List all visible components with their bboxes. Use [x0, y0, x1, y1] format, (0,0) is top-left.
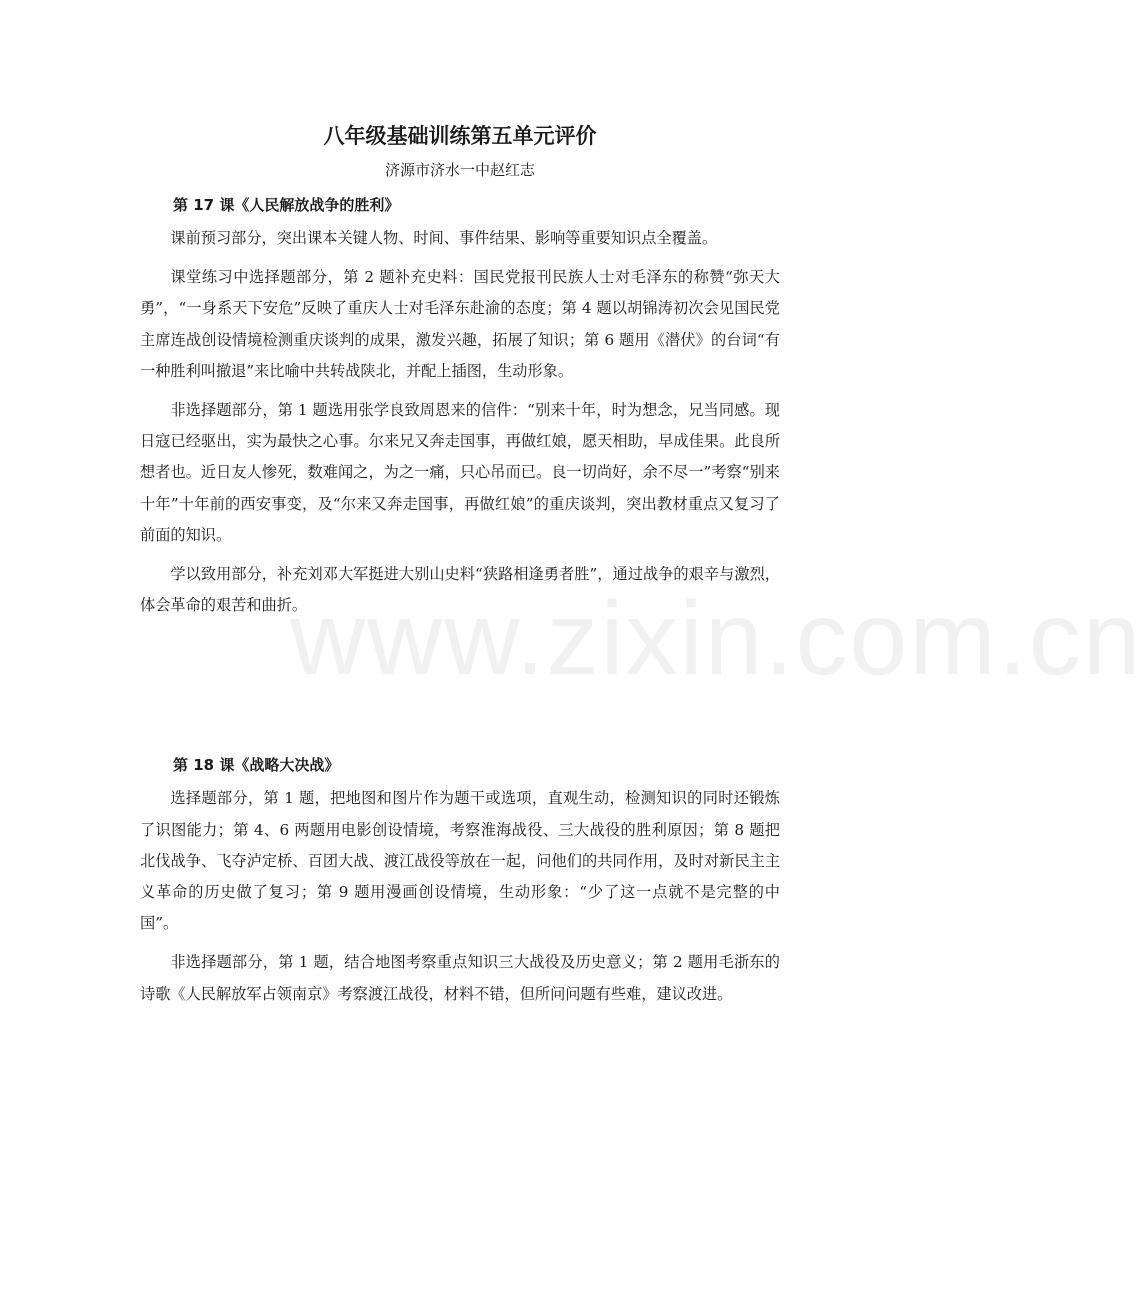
document-body [140, 118, 780, 1018]
paragraph: 学以致用部分，补充刘邓大军挺进大别山史料“狭路相逢勇者胜”，通过战争的艰辛与激烈，体会革命的艰苦和曲折。 [140, 565, 780, 615]
watermark: www.zixin.com.cn [290, 581, 1143, 697]
paragraph: 非选择题部分，第 1 题选用张学良致周恩来的信件：“别来十年，时为想念，兄当同感。现日寇已经驱出，实为最快之心事。尔来兄又奔走国事，再做红娘，愿天相助，早成佳果。此良所想者也。近日友人惨死，数难闻之，为之一痛，只心吊而已。良一切尚好，余不尽一”考察“别来十年”十年前的西安事变，及“尔来又奔走国事，再做红娘”的重庆谈判，突出教材重点又复习了前面的知识。 [140, 401, 780, 544]
paragraph: 非选择题部分，第 1 题，结合地图考察重点知识三大战役及历史意义；第 2 题用毛浙东的诗歌《人民解放军占领南京》考察渡江战役，材料不错，但所问问题有些难，建议改进。 [140, 953, 780, 1003]
author-line: 济源市济水一中赵红志 [384, 161, 535, 179]
paragraph: 选择题部分，第 1 题，把地图和图片作为题干或选项，直观生动，检测知识的同时还锻炼了识图能力；第 4、6 两题用电影创设情境，考察淮海战役、三大战役的胜利原因；第 8 题把北伐战争、飞夺泸定桥、百团大战、渡江战役等放在一起，问他们的共同作用，及时对新民主主义革命的历史做了复习；第 9 题用漫画创设情境，生动形象：“少了这一点就不是完整的中国”。 [140, 789, 780, 933]
lesson-heading: 第 17 课《人民解放战争的胜利》 [173, 196, 400, 214]
paragraph: 课堂练习中选择题部分，第 2 题补充史料：国民党报刊民族人士对毛泽东的称赞“弥天大勇”，“一身系天下安危”反映了重庆人士对毛泽东赴渝的态度；第 4 题以胡锦涛初次会见国民党主席连战创设情境检测重庆谈判的成果，激发兴趣，拓展了知识；第 6 题用《潜伏》的台词“有一种胜利叫撤退”来比喻中共转战陕北，并配上插图，生动形象。 [140, 268, 780, 380]
section-spacer [140, 629, 780, 750]
page-title: 八年级基础训练第五单元评价 [323, 123, 597, 148]
lesson-section-17 [140, 190, 780, 621]
lesson-heading: 第 18 课《战略大决战》 [173, 756, 340, 775]
paragraph: 课前预习部分，突出课本关键人物、时间、事件结果、影响等重要知识点全覆盖。 [170, 229, 718, 247]
lesson-section-18 [140, 750, 780, 1009]
